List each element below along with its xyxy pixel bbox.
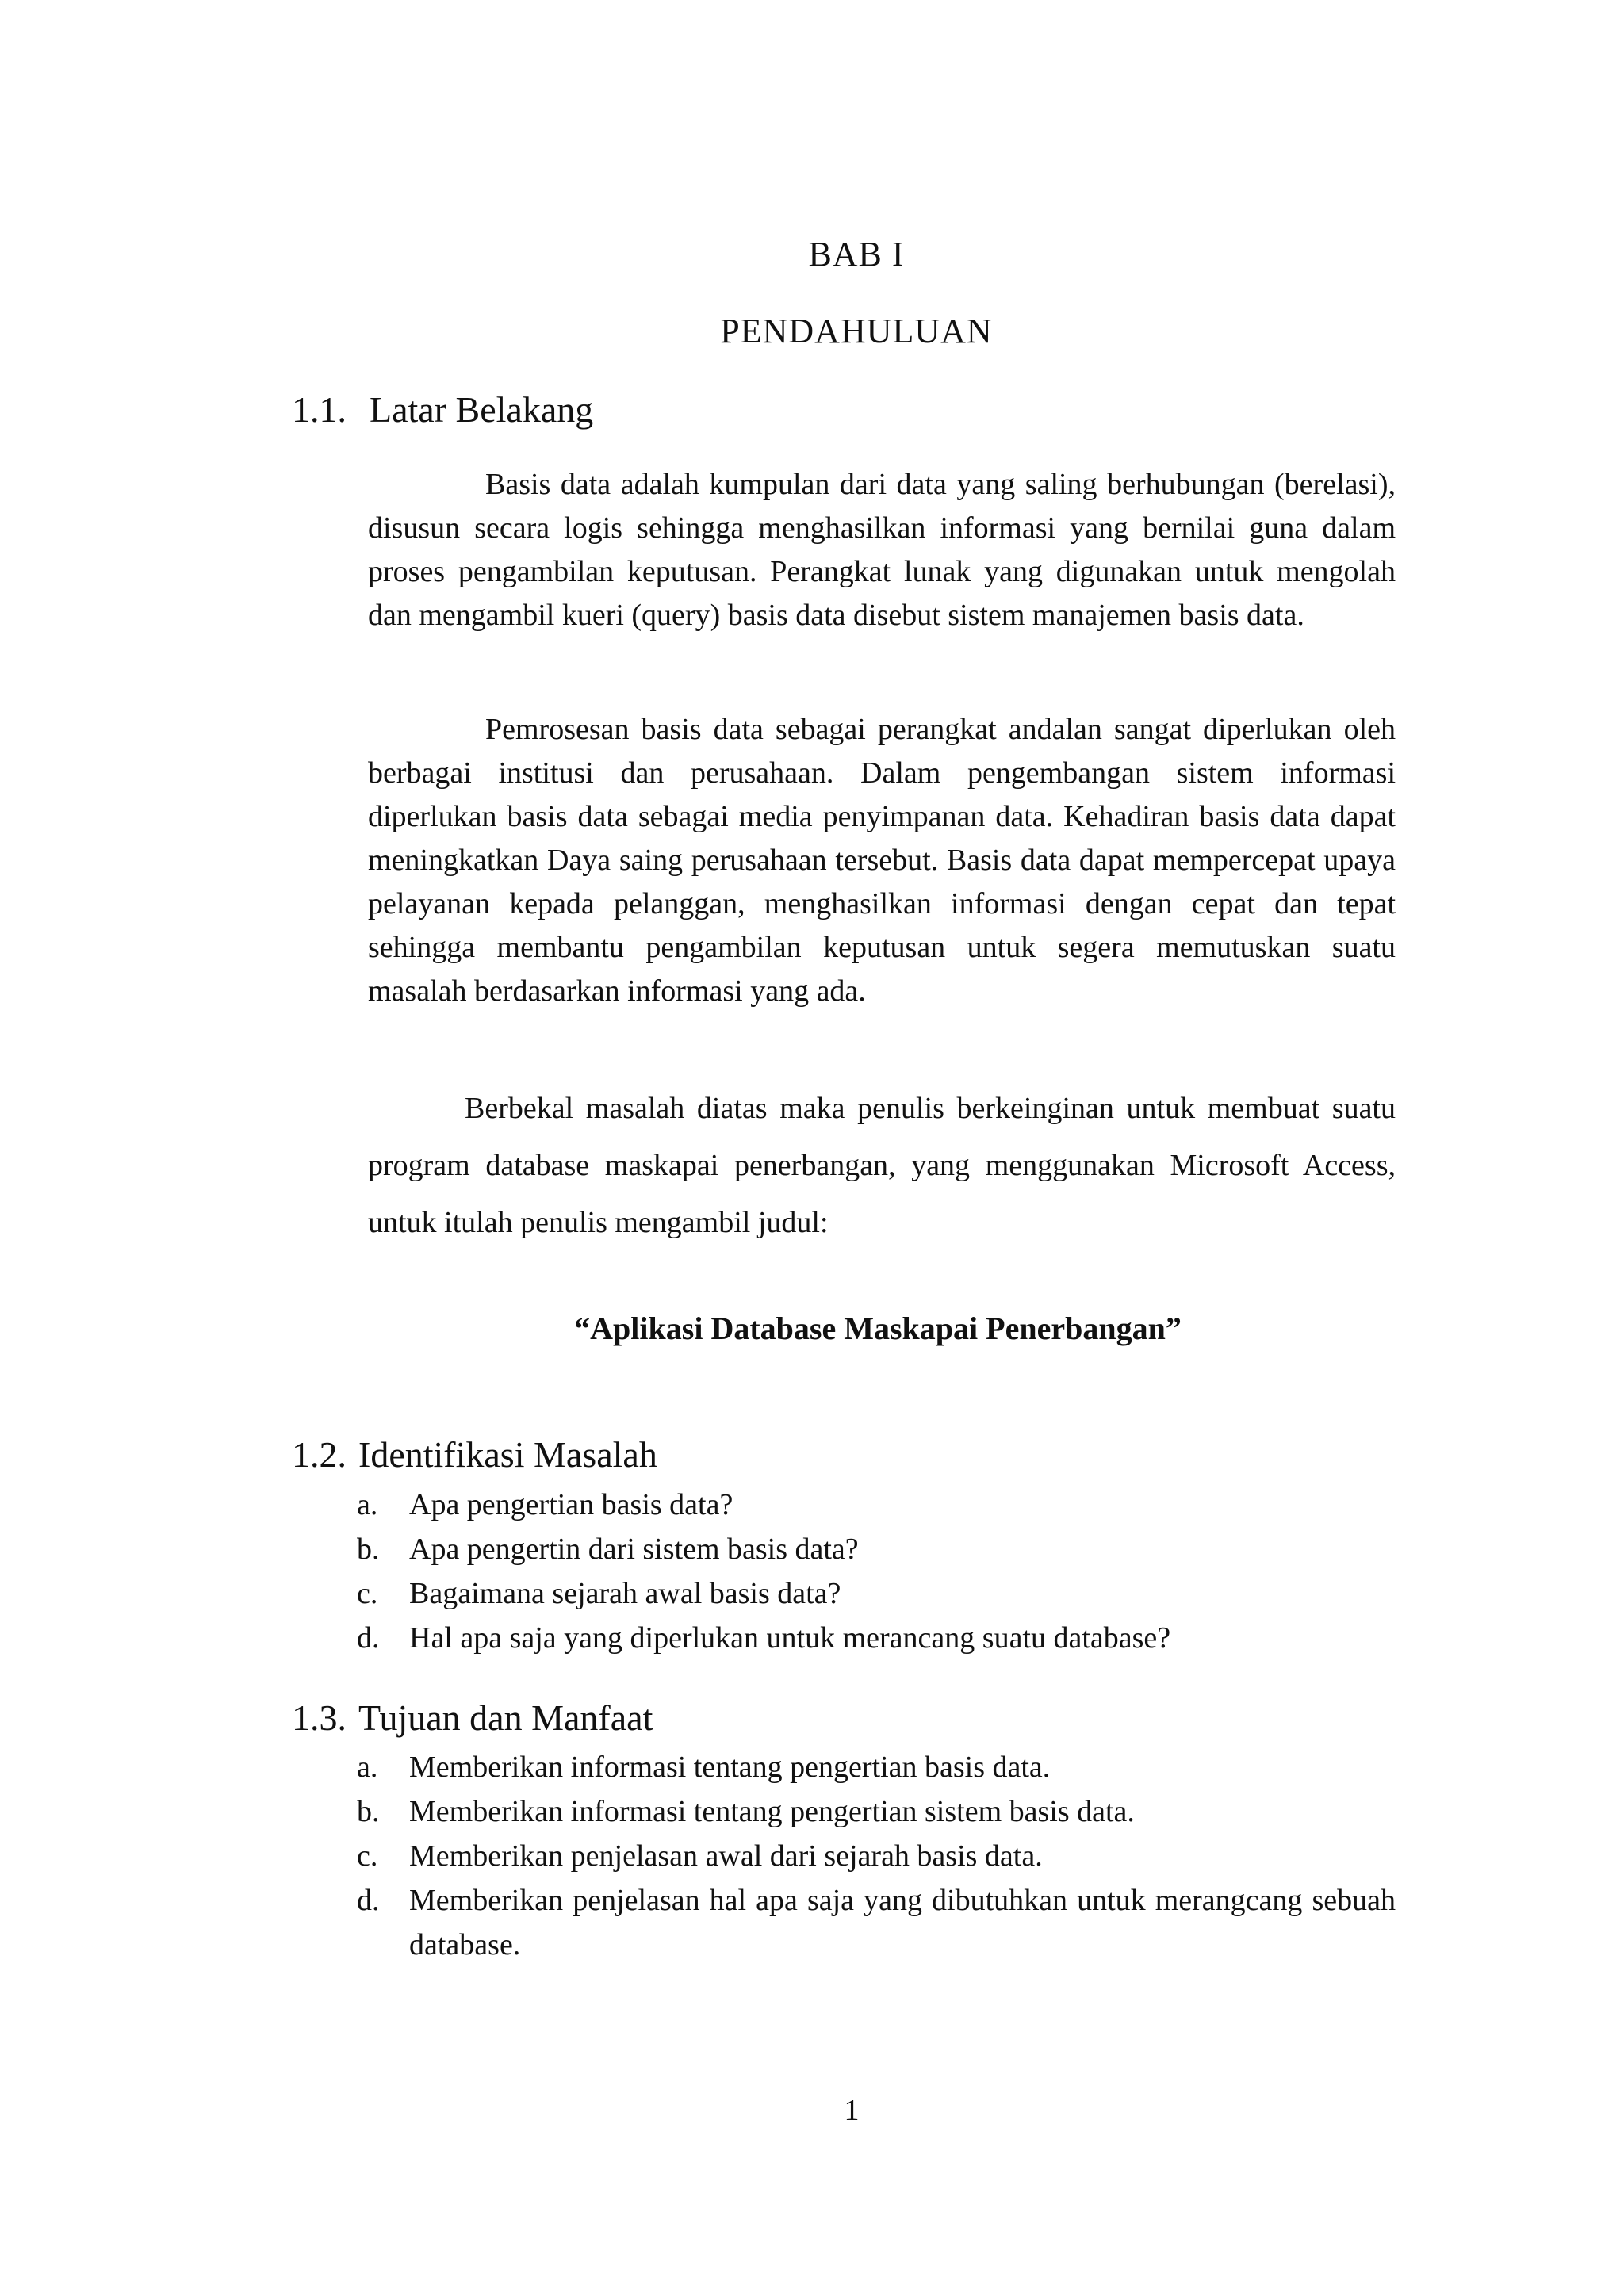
paragraph-1 xyxy=(368,463,1396,637)
objective-list xyxy=(357,1745,1396,1967)
list-item-text: Memberikan informasi tentang pengertian basis data. xyxy=(409,1751,1051,1784)
paragraph-text: Basis data adalah kumpulan dari data yang saling berhubungan (berelasi), disusun secara logis sehingga menghasilkan informasi yang bernilai guna dalam proses pengambilan keputusan. Perangkat lunak yang digunakan untuk mengolah dan mengambil kueri (query) basis data disebut sistem manajemen basis data. xyxy=(368,468,1396,632)
list-item-text: Hal apa saja yang diperlukan untuk merancang suatu database? xyxy=(409,1621,1171,1655)
list-marker: d. xyxy=(357,1621,380,1655)
list-marker: a. xyxy=(357,1488,378,1521)
list-item xyxy=(357,1483,1396,1527)
paragraph-text: Pemrosesan basis data sebagai perangkat andalan sangat diperlukan oleh berbagai institusi dan perusahaan. Dalam pengembangan sistem informasi diperlukan basis data sebagai media penyimpanan data. Kehadiran basis data dapat meningkatkan Daya saing perusahaan tersebut. Basis data dapat mempercepat upaya pelayanan kepada pelanggan, menghasilkan informasi dengan cepat dan tepat sehingga membantu pengambilan keputusan untuk segera memutuskan suatu masalah berdasarkan informasi yang ada. xyxy=(368,713,1396,1008)
section-title: Identifikasi Masalah xyxy=(358,1434,657,1475)
list-item xyxy=(357,1878,1396,1967)
chapter-number: BAB I xyxy=(808,235,905,274)
list-item-text: Apa pengertian basis data? xyxy=(409,1488,733,1521)
list-item xyxy=(357,1745,1396,1789)
chapter-title: PENDAHULUAN xyxy=(720,312,993,350)
paragraph-text: Berbekal masalah diatas maka penulis berkeinginan untuk membuat suatu program database maskapai penerbangan, yang menggunakan Microsoft Access, untuk itulah penulis mengambil judul: xyxy=(368,1092,1396,1239)
section-heading-tujuan-manfaat xyxy=(292,1697,653,1739)
list-item xyxy=(357,1571,1396,1616)
list-marker: a. xyxy=(357,1751,378,1784)
page-number: 1 xyxy=(844,2094,860,2127)
paragraph-3 xyxy=(368,1080,1396,1251)
section-title: Tujuan dan Manfaat xyxy=(358,1697,653,1738)
section-heading-latar-belakang xyxy=(292,388,593,430)
list-item xyxy=(357,1616,1396,1660)
paragraph-2 xyxy=(368,708,1396,1013)
section-number: 1.2. xyxy=(292,1434,347,1475)
list-item-text: Apa pengertin dari sistem basis data? xyxy=(409,1533,859,1566)
list-marker: b. xyxy=(357,1795,380,1828)
problem-list xyxy=(357,1483,1396,1660)
list-item xyxy=(357,1834,1396,1878)
section-number: 1.1. xyxy=(292,389,347,430)
section-title: Latar Belakang xyxy=(370,389,594,430)
list-item xyxy=(357,1527,1396,1571)
list-item-text: Memberikan penjelasan hal apa saja yang dibutuhkan untuk merangcang sebuah database. xyxy=(409,1884,1396,1961)
section-heading-identifikasi-masalah xyxy=(292,1433,657,1475)
thesis-title: “Aplikasi Database Maskapai Penerbangan” xyxy=(574,1311,1182,1346)
list-item-text: Memberikan penjelasan awal dari sejarah basis data. xyxy=(409,1839,1043,1873)
section-number: 1.3. xyxy=(292,1697,347,1738)
list-marker: d. xyxy=(357,1884,380,1917)
list-item-text: Bagaimana sejarah awal basis data? xyxy=(409,1577,841,1610)
list-marker: b. xyxy=(357,1533,380,1566)
list-item-text: Memberikan informasi tentang pengertian sistem basis data. xyxy=(409,1795,1135,1828)
list-item xyxy=(357,1789,1396,1834)
list-marker: c. xyxy=(357,1577,378,1610)
list-marker: c. xyxy=(357,1839,378,1873)
